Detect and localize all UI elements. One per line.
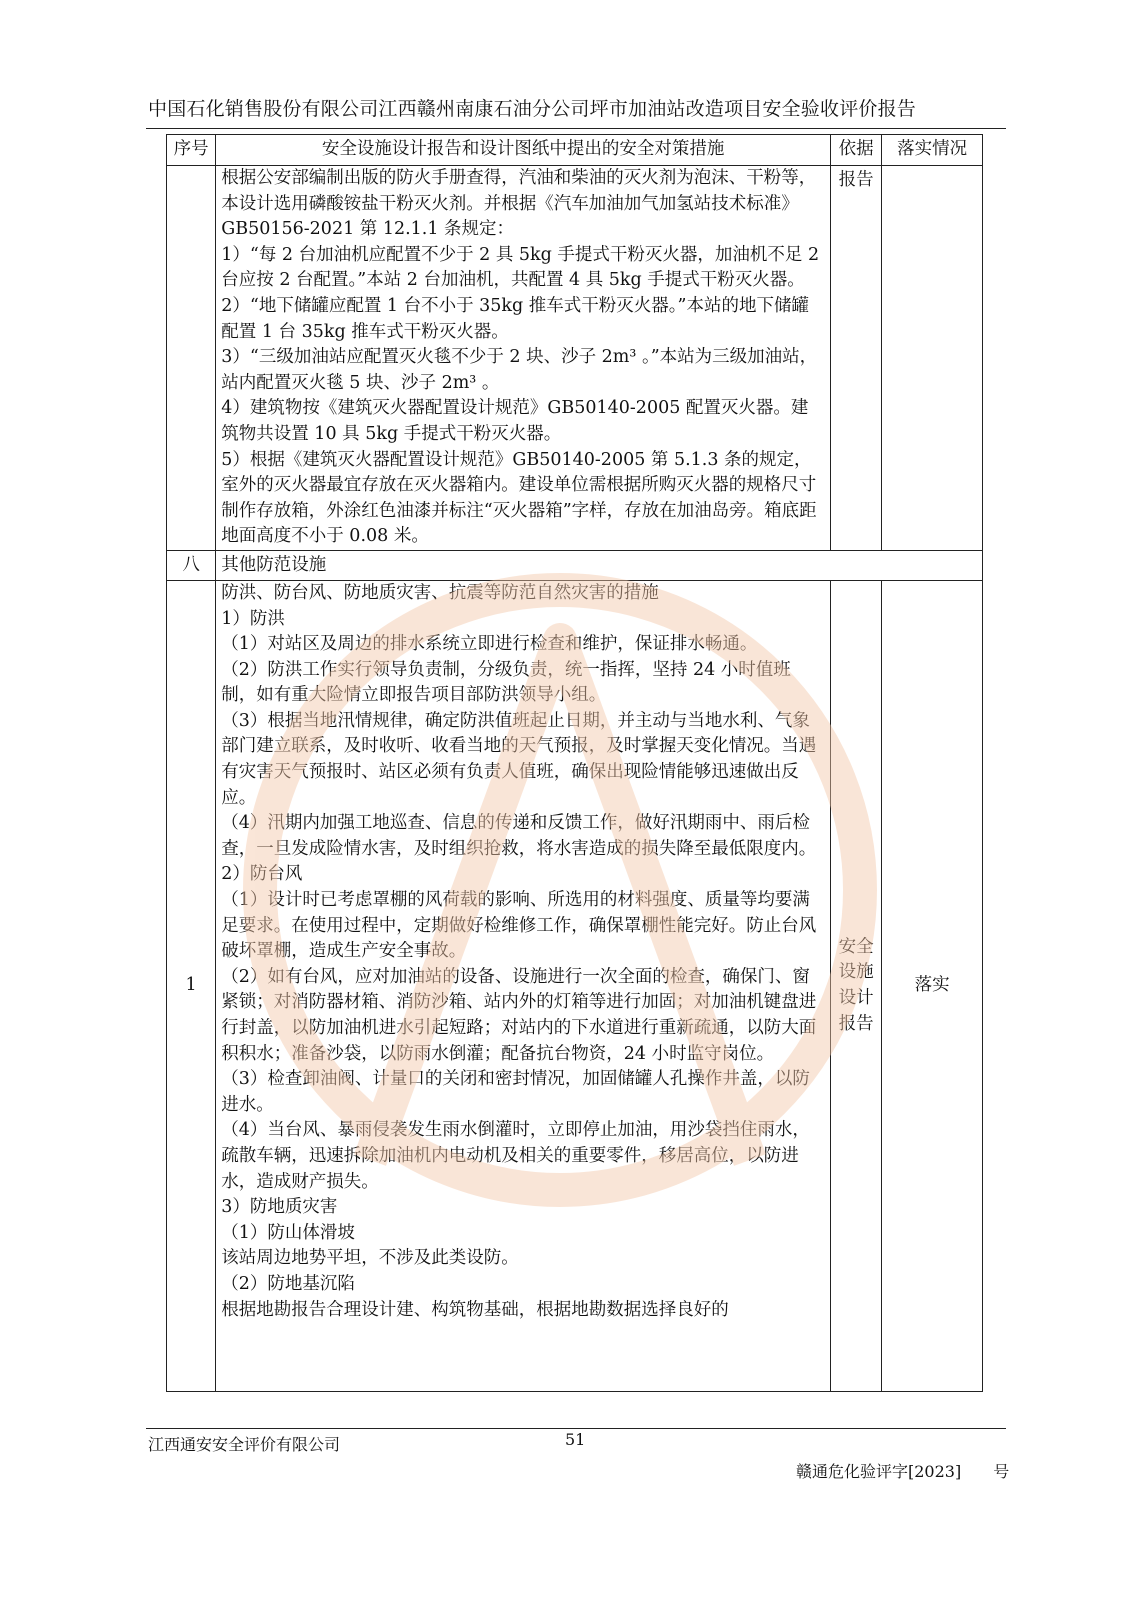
section-title: 其他防范设施 <box>216 550 983 580</box>
measure-paragraph: 根据公安部编制出版的防火手册查得，汽油和柴油的灭火剂为泡沫、干粉等，本设计选用磷酸铵盐干粉灭火剂。并根据《汽车加油加气加氢站技术标准》GB50156-2021 第 12.1.1 条规定： <box>221 168 817 240</box>
table-row-natural-disaster <box>167 580 983 1391</box>
basis-line: 安全 <box>838 936 874 957</box>
column-header-basis: 依据 <box>830 135 881 166</box>
section-row <box>167 550 983 580</box>
table-row-fire-extinguishers <box>167 166 983 551</box>
measure-paragraph: （3）检查卸油阀、计量口的关闭和密封情况，加固储罐人孔操作井盖，以防进水。 <box>221 1069 810 1115</box>
measure-paragraph: （2）防洪工作实行领导负责制，分级负责，统一指挥，坚持 24 小时值班制，如有重大险情立即报告项目部防洪领导小组。 <box>221 659 791 706</box>
measure-paragraph: 5）根据《建筑灭火器配置设计规范》GB50140-2005 第 5.1.3 条的规定，室外的灭火器最宜存放在灭火器箱内。建设单位需根据所购灭火器的规格尺寸制作存放箱，外涂红色油漆并标注“灭火器箱”字样，存放在加油岛旁。箱底距地面高度不小于 0.08 米。 <box>221 449 817 547</box>
page-number: 51 <box>565 1430 586 1449</box>
measures-cell <box>216 166 831 551</box>
measure-paragraph: （1）设计时已考虑罩棚的风荷载的影响、所选用的材料强度、质量等均要满足要求。在使用过程中，定期做好检维修工作，确保罩棚性能完好。防止台风破坏罩棚，造成生产安全事故。 <box>221 890 817 962</box>
column-header-no: 序号 <box>167 135 216 166</box>
footer-divider <box>146 1428 1006 1429</box>
measure-paragraph: （1）对站区及周边的排水系统立即进行检查和维护，保证排水畅通。 <box>221 634 758 655</box>
measure-paragraph: 4）建筑物按《建筑灭火器配置设计规范》GB50140-2005 配置灭火器。建筑物共设置 10 具 5kg 手提式干粉灭火器。 <box>221 398 809 444</box>
basis-line: 报告 <box>838 1013 874 1034</box>
basis-cell <box>830 580 881 1391</box>
page-header-title: 中国石化销售股份有限公司江西赣州南康石油分公司坪市加油站改造项目安全验收评价报告 <box>148 98 917 120</box>
footer-company: 江西通安安全评价有限公司 <box>148 1435 341 1454</box>
footer-document-number: 赣通危化验评字[2023] 号 <box>796 1462 1010 1481</box>
measure-paragraph: 3）防地质灾害 <box>221 1197 338 1218</box>
status-cell <box>882 166 983 551</box>
measure-paragraph: 防洪、防台风、防地质灾害、抗震等防范自然灾害的措施 <box>221 582 659 603</box>
column-header-status: 落实情况 <box>882 135 983 166</box>
measure-paragraph: 3）“三级加油站应配置灭火毯不少于 2 块、沙子 2m³ 。”本站为三级加油站，站内配置灭火毯 5 块、沙子 2m³ 。 <box>221 347 818 393</box>
safety-measures-table <box>166 134 983 1392</box>
measure-paragraph: 2）“地下储罐应配置 1 台不小于 35kg 推车式干粉灭火器。”本站的地下储罐配置 1 台 35kg 推车式干粉灭火器。 <box>221 295 809 342</box>
measure-paragraph: 根据地勘报告合理设计建、构筑物基础，根据地勘数据选择良好的 <box>221 1299 729 1320</box>
status-cell: 落实 <box>882 580 983 1391</box>
measure-paragraph: 2）防台风 <box>221 864 303 885</box>
basis-cell: 报告 <box>830 166 881 551</box>
header-divider <box>146 128 1006 129</box>
measure-paragraph: （3）根据当地汛情规律，确定防洪值班起止日期，并主动与当地水利、气象部门建立联系，及时收听、收看当地的天气预报，及时掌握天变化情况。当遇有灾害天气预报时、站区必须有负责人值班，确保出现险情能够迅速做出反应。 <box>221 710 817 808</box>
section-number: 八 <box>167 550 216 580</box>
measure-paragraph: （4）汛期内加强工地巡查、信息的传递和反馈工作，做好汛期雨中、雨后检查，一旦发成险情水害，及时组织抢救，将水害造成的损失降至最低限度内。 <box>221 813 817 859</box>
basis-line: 设计 <box>838 987 874 1008</box>
measure-paragraph: 1）防洪 <box>221 608 285 629</box>
row-number <box>167 166 216 551</box>
measure-paragraph: （2）防地基沉陷 <box>221 1273 355 1294</box>
table-header-row <box>167 135 983 166</box>
column-header-measures: 安全设施设计报告和设计图纸中提出的安全对策措施 <box>216 135 831 166</box>
measure-paragraph: 1）“每 2 台加油机应配置不少于 2 具 5kg 手提式干粉灭火器，加油机不足 2 台应按 2 台配置。”本站 2 台加油机，共配置 4 具 5kg 手提式干粉灭火器。 <box>221 244 820 291</box>
measures-cell <box>216 580 831 1391</box>
measure-paragraph: （1）防山体滑坡 <box>221 1222 355 1243</box>
measure-paragraph: 该站周边地势平坦，不涉及此类设防。 <box>221 1248 519 1269</box>
measure-paragraph: （4）当台风、暴雨侵袭发生雨水倒灌时，立即停止加油，用沙袋挡住雨水，疏散车辆，迅速拆除加油机内电动机及相关的重要零件，移居高位，以防进水，造成财产损失。 <box>221 1120 810 1192</box>
row-number: 1 <box>167 580 216 1391</box>
basis-line: 设施 <box>838 962 874 983</box>
measure-paragraph: （2）如有台风，应对加油站的设备、设施进行一次全面的检查，确保门、窗紧锁；对消防器材箱、消防沙箱、站内外的灯箱等进行加固；对加油机键盘进行封盖，以防加油机进水引起短路；对站内的下水道进行重新疏通，以防大面积积水；准备沙袋，以防雨水倒灌；配备抗台物资，24 小时监守岗位。 <box>221 966 817 1064</box>
